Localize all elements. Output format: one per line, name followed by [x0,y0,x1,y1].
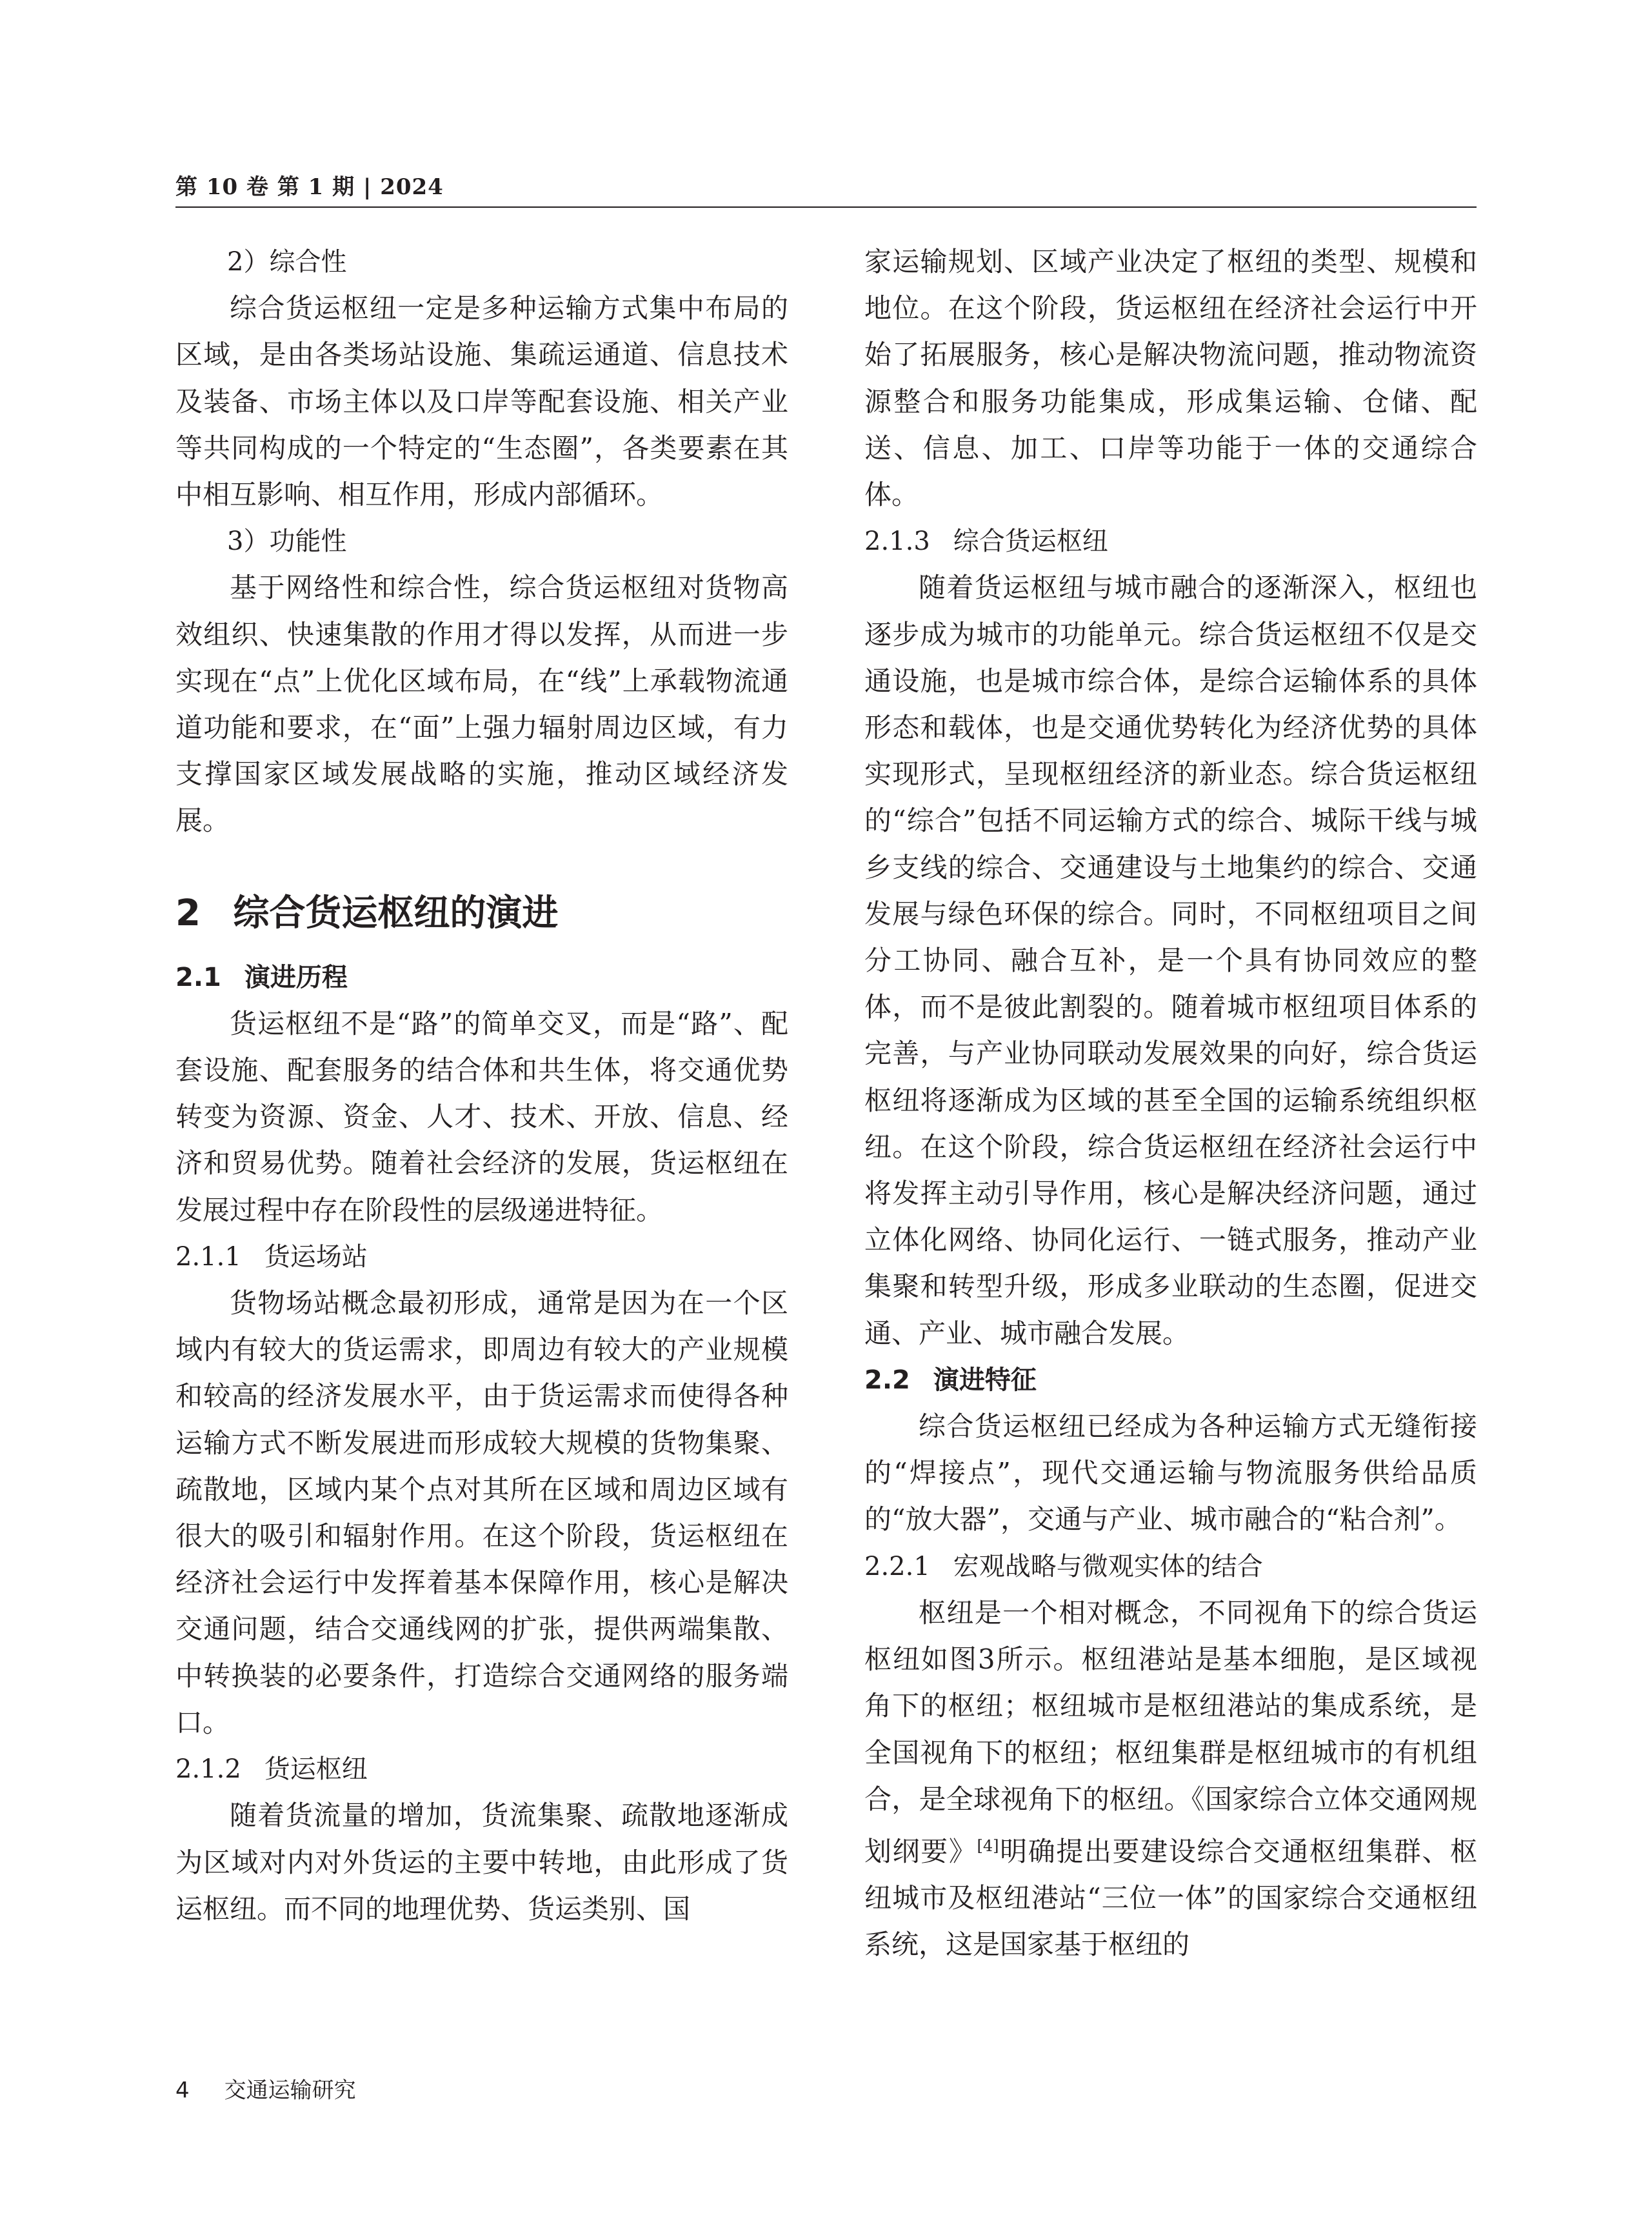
left-column [175,239,788,1932]
paragraph-2-2-1 [864,1590,1477,1969]
heading-title: 演进历程 [244,962,348,992]
heading-number: 2.2 [864,1365,910,1395]
right-column [864,239,1477,1969]
heading-number: 2.1.1 [175,1241,241,1272]
paragraph-2-1-3: 随着货运枢纽与城市融合的逐渐深入，枢纽也逐步成为城市的功能单元。综合货运枢纽不仅是交通设施，也是城市综合体，是综合运输体系的具体形态和载体，也是交通优势转化为经济优势的具体实现形式，呈现枢纽经济的新业态。综合货运枢纽的“综合”包括不同运输方式的综合、城际干线与城乡支线的综合、交通建设与土地集约的综合、交通发展与绿色环保的综合。同时，不同枢纽项目之间分工协同、融合互补，是一个具有协同效应的整体，而不是彼此割裂的。随着城市枢纽项目体系的完善，与产业协同联动发展效果的向好，综合货运枢纽将逐渐成为区域的甚至全国的运输系统组织枢纽。在这个阶段，综合货运枢纽在经济社会运行中将发挥主动引导作用，核心是解决经济问题，通过立体化网络、协同化运行、一链式服务，推动产业集聚和转型升级，形成多业联动的生态圈，促进交通、产业、城市融合发展。 [864,572,1477,1349]
paragraph-comprehensiveness: 综合货运枢纽一定是多种运输方式集中布局的区域，是由各类场站设施、集疏运通道、信息技术及装备、市场主体以及口岸等配套设施、相关产业等共同构成的一个特定的“生态圈”，各类要素在其中相互影响、相互作用，形成内部循环。 [175,292,788,511]
subheading-functionality: 3）功能性 [227,526,347,557]
page-footer [175,2072,356,2104]
heading-2-1-2 [175,1746,788,1792]
heading-2-2 [864,1357,1477,1403]
section-title: 综合货运枢纽的演进 [233,892,559,934]
header-rule [175,206,1477,208]
paragraph-2-1: 货运枢纽不是“路”的简单交叉，而是“路”、配套设施、配套服务的结合体和共生体，将交通优势转变为资源、资金、人才、技术、开放、信息、经济和贸易优势。随着社会经济的发展，货运枢纽在发展过程中存在阶段性的层级递进特征。 [175,1007,788,1226]
running-head: 第 10 卷 第 1 期 | 2024 [175,174,444,200]
section-heading [175,885,788,943]
heading-title: 演进特征 [933,1365,1037,1395]
citation-reference[interactable]: [4] [977,1836,999,1855]
page-number: 4 [175,2078,190,2103]
heading-title: 宏观战略与微观实体的结合 [953,1551,1263,1581]
heading-number: 2.2.1 [864,1551,930,1581]
paragraph-2-1-2-continued: 家运输规划、区域产业决定了枢纽的类型、规模和地位。在这个阶段，货运枢纽在经济社会运行中开始了拓展服务，核心是解决物流问题，推动物流资源整合和服务功能集成，形成集运输、仓储、配送、信息、加工、口岸等功能于一体的交通综合体。 [864,246,1477,511]
paragraph-2-2: 综合货运枢纽已经成为各种运输方式无缝衔接的“焊接点”，现代交通运输与物流服务供给品质的“放大器”，交通与产业、城市融合的“粘合剂”。 [864,1410,1477,1536]
heading-title: 货运枢纽 [264,1754,368,1785]
paragraph-2-1-2: 随着货流量的增加，货流集聚、疏散地逐渐成为区域对内对外货运的主要中转地，由此形成了货运枢纽。而不同的地理优势、货运类别、国 [175,1800,788,1925]
heading-number: 2.1.3 [864,526,930,557]
heading-2-1-3 [864,518,1477,565]
journal-name: 交通运输研究 [224,2078,356,2103]
heading-number: 2.1 [175,962,221,992]
paragraph-functionality: 基于网络性和综合性，综合货运枢纽对货物高效组织、快速集散的作用才得以发挥，从而进一步实现在“点”上优化区域布局，在“线”上承载物流通道功能和要求，在“面”上强力辐射周边区域，有力支撑国家区域发展战略的实施，推动区域经济发展。 [175,572,788,837]
paragraph-2-1-1: 货物场站概念最初形成，通常是因为在一个区域内有较大的货运需求，即周边有较大的产业规模和较高的经济发展水平，由于货运需求而使得各种运输方式不断发展进而形成较大规模的货物集聚、疏散地，区域内某个点对其所在区域和周边区域有很大的吸引和辐射作用。在这个阶段，货运枢纽在经济社会运行中发挥着基本保障作用，核心是解决交通问题，结合交通线网的扩张，提供两端集散、中转换装的必要条件，打造综合交通网络的服务端口。 [175,1287,788,1738]
paragraph-text: 明确提出要建设综合交通枢纽集群、枢纽城市及枢纽港站“三位一体”的国家综合交通枢纽系统，这是国家基于枢纽的 [864,1835,1477,1961]
heading-title: 货运场站 [264,1241,368,1272]
subheading-comprehensiveness: 2）综合性 [227,247,347,277]
paragraph-text: 枢纽是一个相对概念，不同视角下的综合货运枢纽如图3所示。枢纽港站是基本细胞，是区域视角下的枢纽；枢纽城市是枢纽港站的集成系统，是全国视角下的枢纽；枢纽集群是枢纽城市的有机组合，是全球视角下的枢纽。《国家综合立体交通网规划纲要》 [864,1596,1477,1867]
heading-2-1-1 [175,1234,788,1280]
section-number: 2 [175,892,201,934]
heading-2-2-1 [864,1543,1477,1590]
heading-2-1 [175,954,788,1001]
heading-title: 综合货运枢纽 [953,526,1108,557]
heading-number: 2.1.2 [175,1754,241,1785]
